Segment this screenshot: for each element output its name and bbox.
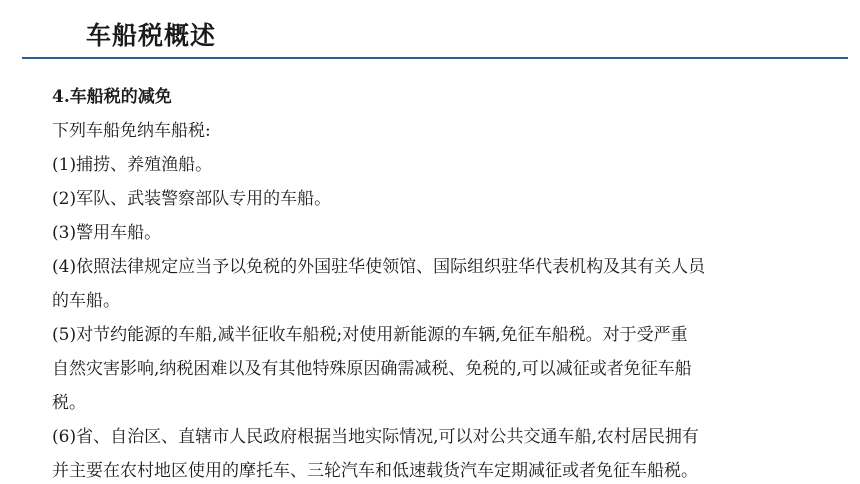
slide-body xyxy=(52,80,822,484)
body-line: 自然灾害影响,纳税困难以及有其他特殊原因确需减税、免税的,可以减征或者免征车船 xyxy=(52,359,692,379)
body-line: (5)对节约能源的车船,减半征收车船税;对使用新能源的车辆,免征车船税。对于受严重 xyxy=(52,325,688,345)
body-line: (4)依照法律规定应当予以免税的外国驻华使领馆、国际组织驻华代表机构及其有关人员 xyxy=(52,257,706,277)
body-line: 的车船。 xyxy=(52,291,120,311)
slide-title: 车船税概述 xyxy=(86,21,217,50)
title-underline xyxy=(22,57,848,59)
body-line: 并主要在农村地区使用的摩托车、三轮汽车和低速载货汽车定期减征或者免征车船税。 xyxy=(52,461,698,481)
body-line: (1)捕捞、养殖渔船。 xyxy=(52,155,213,175)
body-line: (6)省、自治区、直辖市人民政府根据当地实际情况,可以对公共交通车船,农村居民拥有 xyxy=(52,427,699,447)
body-line: (2)军队、武装警察部队专用的车船。 xyxy=(52,189,332,209)
section-heading: 4.车船税的减免 xyxy=(52,87,172,107)
body-line: 税。 xyxy=(52,393,86,413)
body-line: (3)警用车船。 xyxy=(52,223,162,243)
body-line: 下列车船免纳车船税: xyxy=(52,121,211,141)
